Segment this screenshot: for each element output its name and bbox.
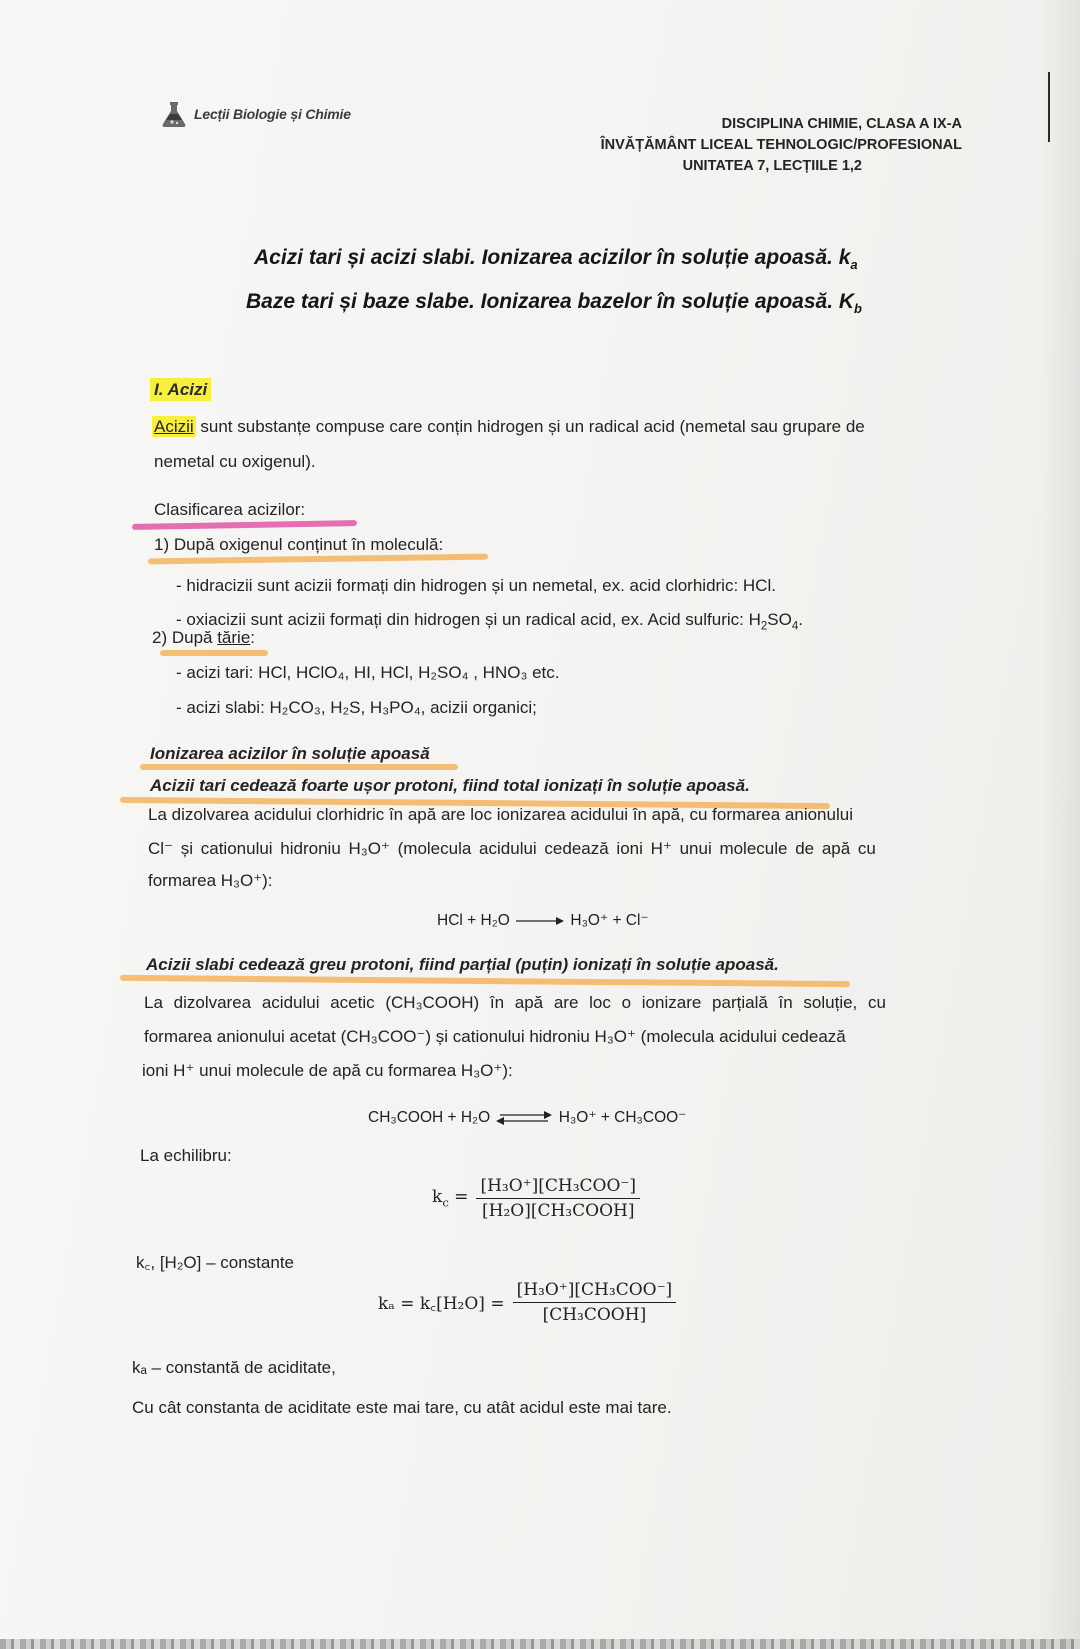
kc-numerator: [H₃O⁺][CH₃COO⁻] [476, 1176, 640, 1199]
ka-denominator: [CH₃COOH] [542, 1305, 647, 1325]
reaction-arrow-icon [514, 915, 566, 927]
title-line-1-text: Acizi tari și acizi slabi. Ionizarea acizilor în soluție apoasă. k [254, 246, 851, 269]
ka-numerator: [H₃O⁺][CH₃COO⁻] [513, 1280, 677, 1303]
logo-text: Lecții Biologie și Chimie [194, 106, 351, 122]
item-b-text: - oxiacizii sunt acizii formați din hidrogen și un radical acid, ex. Acid sulfuric: H [176, 610, 761, 629]
header-block [601, 114, 962, 177]
marker-underline [160, 650, 268, 656]
page-shadow [1040, 0, 1080, 1649]
criterion-2-prefix: 2) După [152, 628, 218, 647]
marker-underline [148, 554, 488, 565]
criterion-2 [152, 628, 255, 648]
header-line-1: DISCIPLINA CHIMIE, CLASA A IX-A [721, 116, 962, 132]
flask-icon [160, 100, 188, 128]
kc-denominator: [H₂O][CH₃COOH] [482, 1201, 635, 1221]
classification-heading: Clasificarea acizilor: [154, 500, 306, 519]
kc-formula [432, 1176, 640, 1221]
equilibrium-arrow-icon [494, 1110, 554, 1126]
title-line-2-text: Baze tari și baze slabe. Ionizarea bazelor în soluție apoasă. K [246, 290, 855, 313]
kc-lhs: $k_c$ = [432, 1187, 469, 1210]
item-b-formula: SO [767, 610, 792, 629]
item-b-end: . [798, 610, 803, 629]
strong-acids: - acizi tari: HCl, HClO₄, HI, HCl, H₂SO₄ , HNO₃ etc. [176, 663, 560, 682]
weak-paragraph-line-1: La dizolvarea acidului acetic (CH₃COOH) în apă are loc o ionizare parțială în soluție, cu [144, 993, 886, 1012]
ionization-heading: Ionizarea acizilor în soluție apoasă [150, 744, 430, 763]
definition-line-2: nemetal cu oxigenul). [154, 452, 316, 471]
page-bottom-edge [0, 1639, 1080, 1649]
weak-paragraph-line-3: ioni H⁺ unui molecule de apă cu formarea H₃O⁺): [142, 1061, 513, 1080]
weak-acids: - acizi slabi: H₂CO₃, H₂S, H₃PO₄, acizii organici; [176, 698, 537, 717]
conclusion: Cu cât constanta de aciditate este mai tare, cu atât acidul este mai tare. [132, 1398, 672, 1417]
definition-line-1 [152, 417, 865, 437]
ka-definition: kₐ – constantă de aciditate, [132, 1358, 336, 1377]
equilibrium-label: La echilibru: [140, 1146, 232, 1165]
equation-1-products: H₃O⁺ + Cl⁻ [570, 912, 649, 929]
section-heading [150, 380, 211, 400]
criterion-1-item-b [176, 610, 803, 632]
ka-fraction [513, 1280, 677, 1325]
ka-lhs: kₐ = k꜀[H₂O] = [378, 1294, 505, 1314]
kc-fraction [476, 1176, 640, 1221]
ka-formula [378, 1280, 676, 1325]
header-line-3: UNITATEA 7, LECȚIILE 1,2 [682, 158, 862, 174]
criterion-1: 1) După oxigenul conținut în moleculă: [154, 535, 444, 554]
logo [160, 100, 351, 128]
equation-2-products: H₃O⁺ + CH₃COO⁻ [558, 1109, 687, 1126]
criterion-2-word: tărie [217, 628, 251, 647]
equation-1 [437, 911, 649, 930]
title-line-1-sub: a [850, 257, 858, 273]
constants-note: k꜀, [H₂O] – constante [136, 1253, 294, 1272]
title-line-2 [246, 290, 862, 316]
section-heading-text: I. Acizi [150, 378, 211, 401]
definition-term: Acizii [154, 417, 194, 436]
item-b-sub-2: 4 [791, 620, 799, 633]
kc-symbol: k [432, 1187, 443, 1208]
margin-line [1048, 72, 1050, 142]
strong-acids-title: Acizii tari cedează foarte ușor protoni, fiind total ionizați în soluție apoasă. [150, 776, 750, 795]
marker-underline [120, 975, 850, 987]
equation-1-reactants: HCl + H₂O [437, 912, 510, 929]
title-line-2-sub: b [854, 301, 862, 317]
strong-paragraph-line-3: formarea H₃O⁺): [148, 871, 273, 890]
definition-text: sunt substanțe compuse care conțin hidrogen și un radical acid (nemetal sau grupare de [195, 417, 865, 436]
item-b-sub: 2 [760, 620, 768, 633]
criterion-1-item-a: - hidracizii sunt acizii formați din hidrogen și un nemetal, ex. acid clorhidric: HCl. [176, 576, 776, 595]
kc-subscript: c [442, 1195, 449, 1210]
marker-underline [132, 520, 357, 530]
header-line-2: ÎNVĂȚĂMÂNT LICEAL TEHNOLOGIC/PROFESIONAL [600, 137, 962, 153]
marker-underline [140, 764, 458, 770]
criterion-2-end: : [250, 628, 256, 647]
equation-2 [368, 1108, 686, 1127]
title-line-1 [254, 246, 858, 272]
strong-paragraph-line-2: Cl⁻ și cationului hidroniu H₃O⁺ (molecula acidului cedează ioni H⁺ unui molecule de apă cu [148, 839, 876, 858]
weak-paragraph-line-2: formarea anionului acetat (CH₃COO⁻) și cationului hidroniu H₃O⁺ (molecula acidului cedează [144, 1027, 846, 1046]
weak-acids-title: Acizii slabi cedează greu protoni, fiind parțial (puțin) ionizați în soluție apoasă. [146, 955, 779, 974]
equation-2-reactants: CH₃COOH + H₂O [368, 1109, 491, 1126]
strong-paragraph-line-1: La dizolvarea acidului clorhidric în apă are loc ionizarea acidului în apă, cu formarea anionului [148, 805, 853, 824]
